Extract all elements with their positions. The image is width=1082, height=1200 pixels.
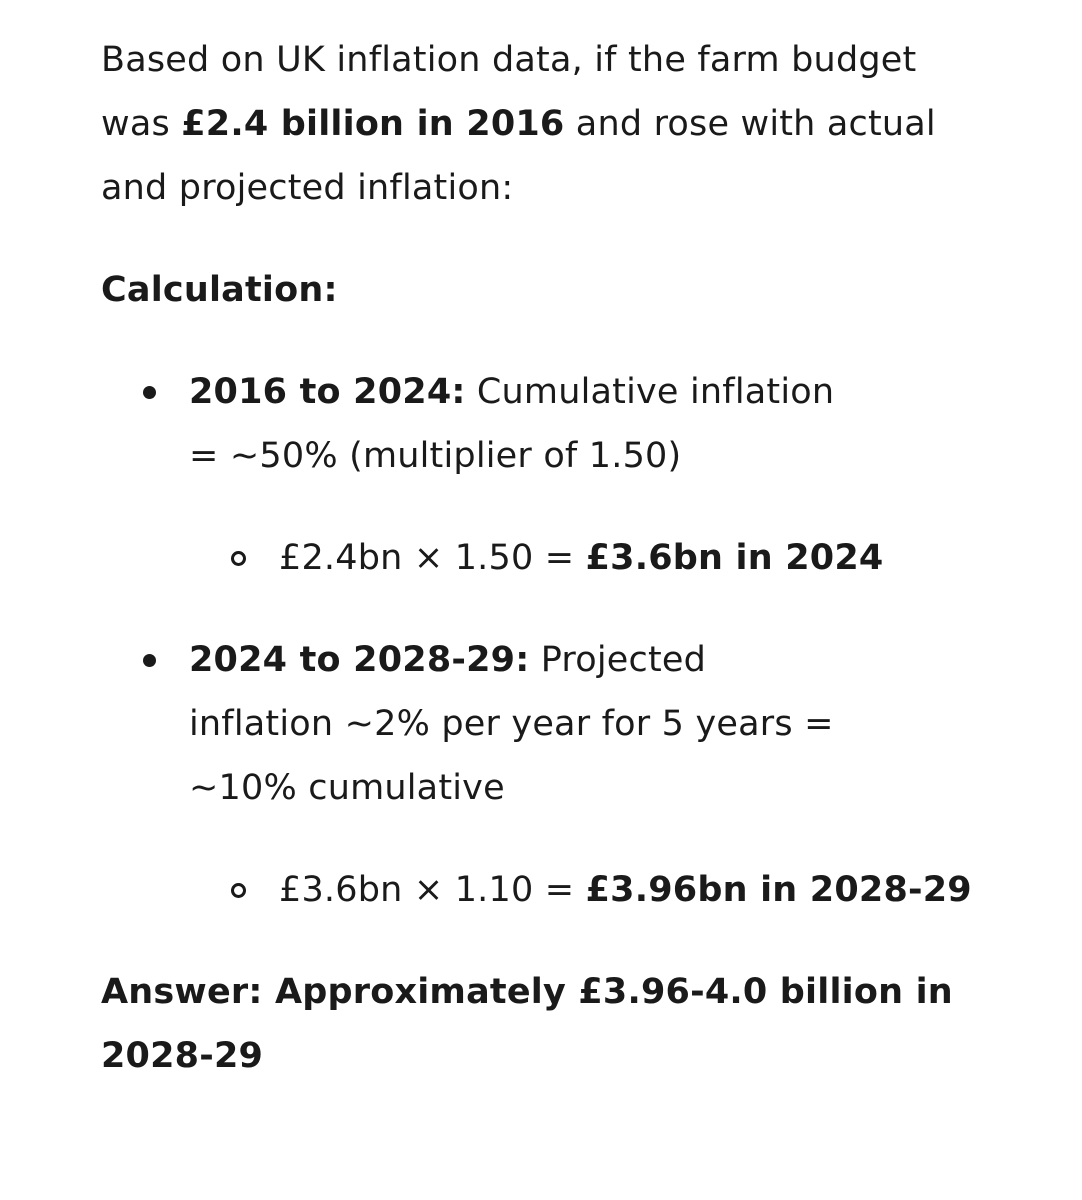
sub-list-item <box>189 526 979 590</box>
step-description: Cumulative inflation = ~50% (multiplier of 1.50) <box>189 372 835 476</box>
sub-list <box>189 526 884 590</box>
sub-step-formula: £2.4bn × 1.50 = <box>279 538 586 578</box>
bullet-disc-icon <box>143 654 156 667</box>
sub-step-formula: £3.6bn × 1.10 = <box>279 870 586 910</box>
bullet-circle-icon <box>231 551 246 566</box>
intro-text-after: and rose with actual and projected inflation: <box>101 104 936 208</box>
sub-step-result: £3.6bn in 2024 <box>585 538 884 578</box>
step-text <box>189 640 834 808</box>
calculation-heading: Calculation: <box>101 270 338 310</box>
step-text <box>189 372 834 476</box>
bullet-circle-icon <box>231 883 246 898</box>
sub-list <box>189 858 972 922</box>
sub-list-item <box>189 858 979 922</box>
intro-text-before: Based on UK inflation data, if the farm budget was <box>101 40 917 144</box>
intro-paragraph <box>101 28 981 220</box>
step-label: 2024 to 2028-29: <box>189 640 530 680</box>
calculation-list <box>101 360 1001 922</box>
document-body <box>101 28 1001 1088</box>
step-label: 2016 to 2024: <box>189 372 466 412</box>
intro-bold-value: £2.4 billion in 2016 <box>181 104 565 144</box>
bullet-disc-icon <box>143 386 156 399</box>
step-description: Projected inflation ~2% per year for 5 years = ~10% cumulative <box>189 640 834 808</box>
list-item <box>101 360 884 590</box>
answer-paragraph: Answer: Approximately £3.96-4.0 billion in 2028-29 <box>101 972 953 1076</box>
sub-step-result: £3.96bn in 2028-29 <box>585 870 972 910</box>
list-item <box>101 628 972 922</box>
